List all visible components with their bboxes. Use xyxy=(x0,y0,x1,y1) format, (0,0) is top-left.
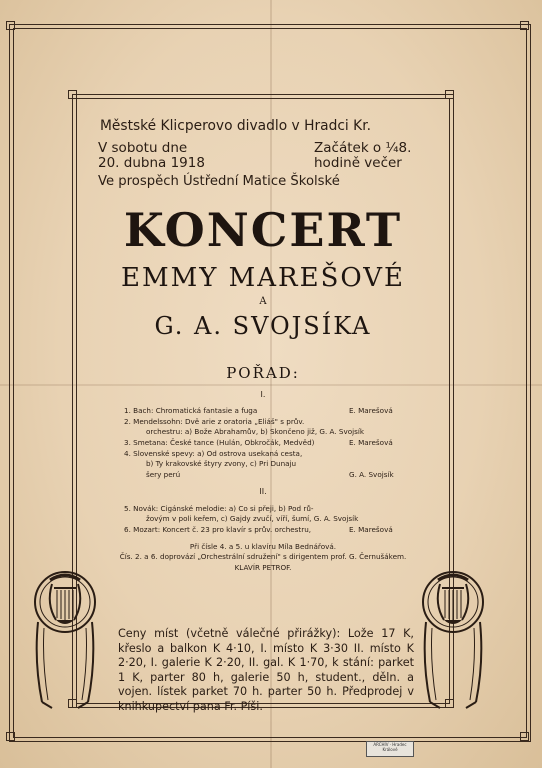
time-line-2: hodině večer xyxy=(314,155,402,171)
program-item-text: 5. Novák: Cigánské melodie: a) Co si přeji, b) Pod rů- xyxy=(124,504,314,513)
theatre-name: Městské Klicperovo divadlo v Hradci Kr. xyxy=(100,118,371,134)
part-2-label: II. xyxy=(259,487,267,496)
corner-ornament xyxy=(68,90,77,99)
archive-stamp: ARCHIV · Hradec Králové xyxy=(366,741,414,757)
corner-ornament xyxy=(6,21,15,30)
program-heading: POŘAD: xyxy=(226,364,300,382)
corner-ornament xyxy=(520,21,529,30)
corner-ornament xyxy=(445,90,454,99)
benefit-line: Ve prospěch Ústřední Matice Školské xyxy=(98,174,340,189)
lyre-ornament-right-icon xyxy=(418,562,488,712)
performer-1-name: EMMY MAREŠOVÉ xyxy=(120,263,406,293)
accompanist-note: Při čísle 4. a 5. u klavíru Míla Bednářová. xyxy=(189,542,337,551)
performer-2-name: G. A. SVOJSÍKA xyxy=(154,312,372,340)
part-1-label: I. xyxy=(260,390,266,399)
ticket-prices: Ceny míst (včetně válečné přirážky): Lože 17 K, křeslo a balkon K 4·10, I. místo K 3·30 II. místo K 2·20, I. galerie K 2·20, II. gal. K 1·70, k stání: parket 1 K, parter 80 h, galerie 50 h, student., děln. a vojen. lístek parket 70 h. parter 50 h. Předprodej v knihkupectví pana Fr. Píši. xyxy=(118,627,414,713)
lyre-ornament-left-icon xyxy=(30,562,100,712)
program-item-text: 4. Slovenské spevy: a) Od ostrova usekaná cesta, xyxy=(124,449,303,458)
program-item-text: orchestru: a) Bože Abrahamův, b) Skončeno již, G. A. Svojsík xyxy=(146,427,365,436)
program-item-performer: G. A. Svojsík xyxy=(349,470,394,479)
corner-ornament xyxy=(6,732,15,741)
date-line-1: V sobotu dne xyxy=(98,140,188,156)
program-item-performer: E. Marešová xyxy=(349,525,393,534)
program-item-text: 2. Mendelssohn: Dvě arie z oratoria „Eliáš" s prův. xyxy=(124,417,305,426)
program-item-text: šery perú xyxy=(146,470,181,479)
program-item-text: 6. Mozart: Koncert č. 23 pro klavír s prův. orchestru, xyxy=(124,525,312,534)
time-line-1: Začátek o ¼8. xyxy=(314,140,412,156)
orchestra-note: Čís. 2. a 6. doprovází „Orchestrální sdružení" s dirigentem prof. G. Černušákem. xyxy=(119,552,407,561)
program-item-text: 3. Smetana: České tance (Hulán, Obkročák, Medvěd) xyxy=(124,438,315,447)
corner-ornament xyxy=(520,732,529,741)
program-item-performer: E. Marešová xyxy=(349,406,393,415)
program-item-performer: E. Marešová xyxy=(349,438,393,447)
concert-title: KONCERT xyxy=(123,203,403,257)
title-conjunction: A xyxy=(259,296,267,307)
program-item-text: 1. Bach: Chromatická fantasie a fuga xyxy=(124,406,258,415)
program-item-text: žovým v poli keřem, c) Gajdy zvučí, víří, šumí, G. A. Svojsík xyxy=(146,514,359,523)
piano-note: KLAVÍR PETROF. xyxy=(234,563,292,572)
date-line-2: 20. dubna 1918 xyxy=(98,155,205,171)
program-item-text: b) Ty krakovské štyry zvony, c) Pri Dunaju xyxy=(146,459,297,468)
